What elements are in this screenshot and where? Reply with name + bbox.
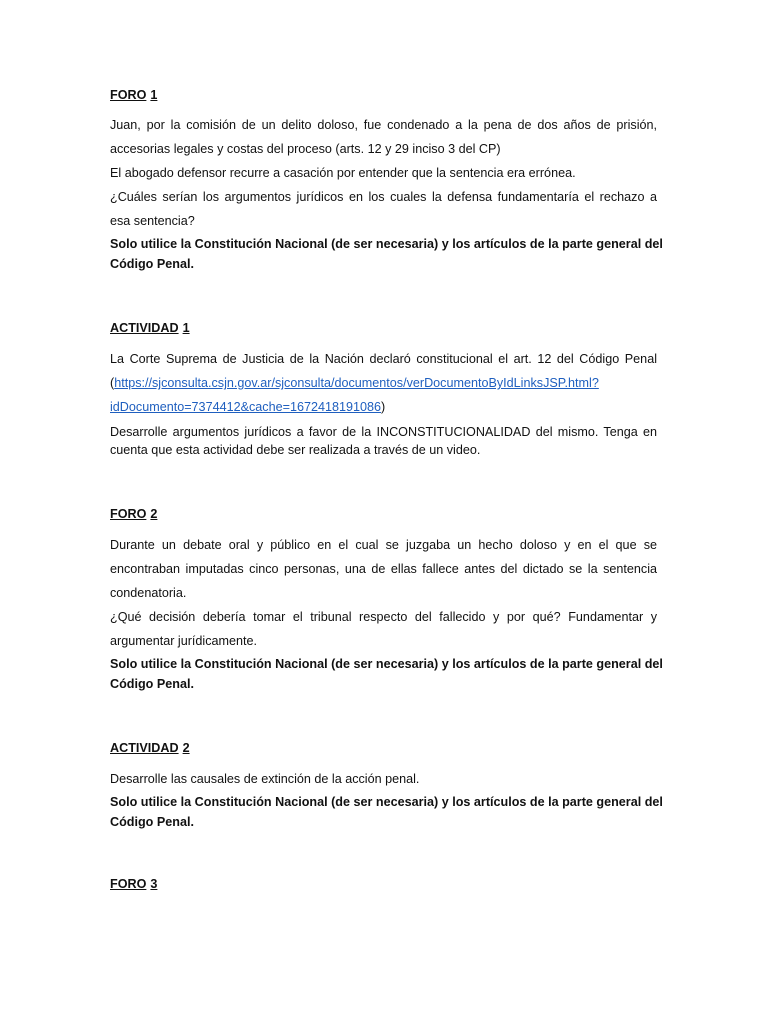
section-heading-foro-1 [110, 87, 157, 103]
heading-number: 1 [182, 321, 190, 335]
section-body-foro-1 [110, 116, 663, 272]
heading-number: 3 [150, 877, 158, 891]
section-heading-foro-3 [110, 876, 157, 892]
heading-label: ACTIVIDAD [110, 741, 179, 755]
heading-number: 2 [182, 741, 190, 755]
link-line [110, 398, 657, 416]
body-line: argumentar jurídicamente. [110, 634, 257, 648]
section-body-actividad-2 [110, 770, 663, 830]
heading-number: 1 [150, 88, 158, 102]
heading-label: FORO [110, 88, 147, 102]
heading-label: FORO [110, 507, 147, 521]
body-line: Durante un debate oral y público en el cual se juzgaba un hecho doloso y en el que se [110, 538, 657, 552]
body-line: cuenta que esta actividad debe ser realizada a través de un video. [110, 443, 481, 457]
instruction-line: Solo utilice la Constitución Nacional (de ser necesaria) y los artículos de la parte general del [110, 657, 663, 671]
section-body-foro-2 [110, 536, 663, 692]
section-heading-actividad-1 [110, 320, 190, 336]
body-line: ¿Cuáles serían los argumentos jurídicos en los cuales la defensa fundamentaría el rechazo a [110, 190, 657, 204]
body-line: Juan, por la comisión de un delito doloso, fue condenado a la pena de dos años de prisión, [110, 118, 657, 132]
section-body-actividad-1 [110, 350, 657, 458]
body-line: La Corte Suprema de Justicia de la Nación declaró constitucional el art. 12 del Código Penal [110, 352, 657, 366]
body-line: Desarrolle las causales de extinción de la acción penal. [110, 772, 420, 786]
body-line: esa sentencia? [110, 214, 195, 228]
section-heading-foro-2 [110, 506, 157, 522]
body-line: Desarrolle argumentos jurídicos a favor de la INCONSTITUCIONALIDAD del mismo. Tenga en [110, 425, 657, 439]
link-line [110, 374, 657, 392]
heading-number: 2 [150, 507, 158, 521]
heading-label: FORO [110, 877, 147, 891]
body-line: encontraban imputadas cinco personas, una de ellas fallece antes del dictado se la sentencia [110, 562, 657, 576]
instruction-line: Código Penal. [110, 677, 194, 691]
paren-close: ) [381, 400, 386, 414]
body-line: ¿Qué decisión debería tomar el tribunal respecto del fallecido y por qué? Fundamentar y [110, 610, 657, 624]
instruction-line: Código Penal. [110, 257, 194, 271]
body-line: El abogado defensor recurre a casación por entender que la sentencia era errónea. [110, 166, 576, 180]
instruction-line: Código Penal. [110, 815, 194, 829]
instruction-line: Solo utilice la Constitución Nacional (de ser necesaria) y los artículos de la parte general del [110, 237, 663, 251]
section-heading-actividad-2 [110, 740, 190, 756]
paren-open: ( [110, 376, 115, 390]
heading-label: ACTIVIDAD [110, 321, 179, 335]
body-line: accesorias legales y costas del proceso (arts. 12 y 29 inciso 3 del CP) [110, 142, 501, 156]
source-link[interactable]: https://sjconsulta.csjn.gov.ar/sjconsulta/documentos/verDocumentoByIdLinksJSP.html? [114, 376, 599, 390]
instruction-line: Solo utilice la Constitución Nacional (de ser necesaria) y los artículos de la parte general del [110, 795, 663, 809]
body-line: condenatoria. [110, 586, 187, 600]
source-link-continued[interactable]: idDocumento=7374412&cache=1672418191086 [110, 400, 381, 414]
